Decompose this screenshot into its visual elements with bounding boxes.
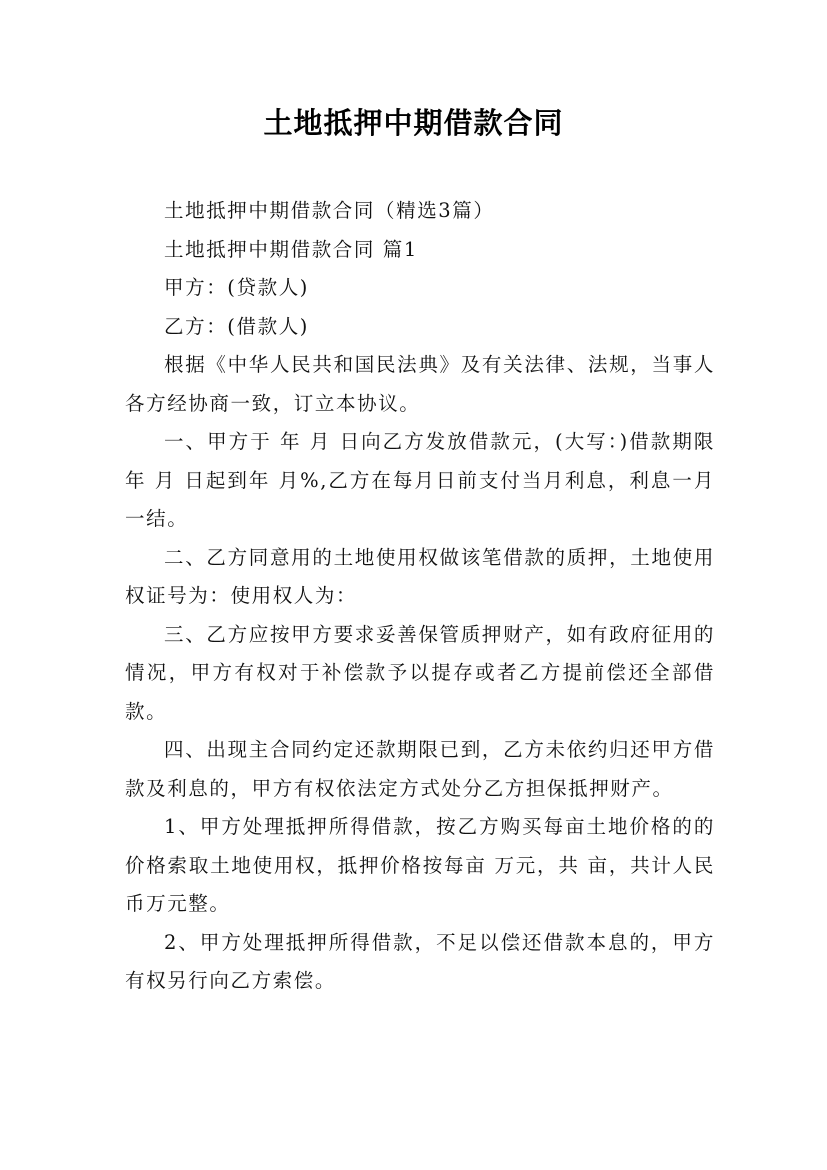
paragraph-subclause-1: 1、甲方处理抵押所得借款，按乙方购买每亩土地价格的的价格索取土地使用权，抵押价格按每亩 万元，共 亩，共计人民币万元整。	[125, 815, 715, 915]
paragraph-preamble: 根据《中华人民共和国民法典》及有关法律、法规，当事人各方经协商一致，订立本协议。	[125, 353, 715, 415]
document-body	[125, 192, 715, 1001]
paragraph-subheading: 土地抵押中期借款合同 篇1	[164, 237, 418, 261]
paragraph-heading: 土地抵押中期借款合同（精选3篇）	[164, 199, 495, 222]
paragraph-clause-4: 四、出现主合同约定还款期限已到，乙方未依约归还甲方借款及利息的，甲方有权依法定方式处分乙方担保抵押财产。	[125, 738, 715, 800]
paragraph-subclause-2: 2、甲方处理抵押所得借款，不足以偿还借款本息的，甲方有权另行向乙方索偿。	[125, 930, 715, 992]
paragraph-clause-1: 一、甲方于 年 月 日向乙方发放借款元，(大写：)借款期限年 月 日起到年 月%,乙方在每月日前支付当月利息，利息一月一结。	[125, 430, 715, 530]
paragraph-clause-2: 二、乙方同意用的土地使用权做该笔借款的质押，土地使用权证号为：使用权人为：	[125, 545, 715, 607]
paragraph-party-b: 乙方：(借款人)	[164, 314, 310, 338]
paragraph-party-a: 甲方：(贷款人)	[164, 276, 310, 299]
document-title: 土地抵押中期借款合同	[263, 106, 564, 140]
paragraph-clause-3: 三、乙方应按甲方要求妥善保管质押财产，如有政府征用的情况，甲方有权对于补偿款予以提存或者乙方提前偿还全部借款。	[125, 622, 715, 723]
